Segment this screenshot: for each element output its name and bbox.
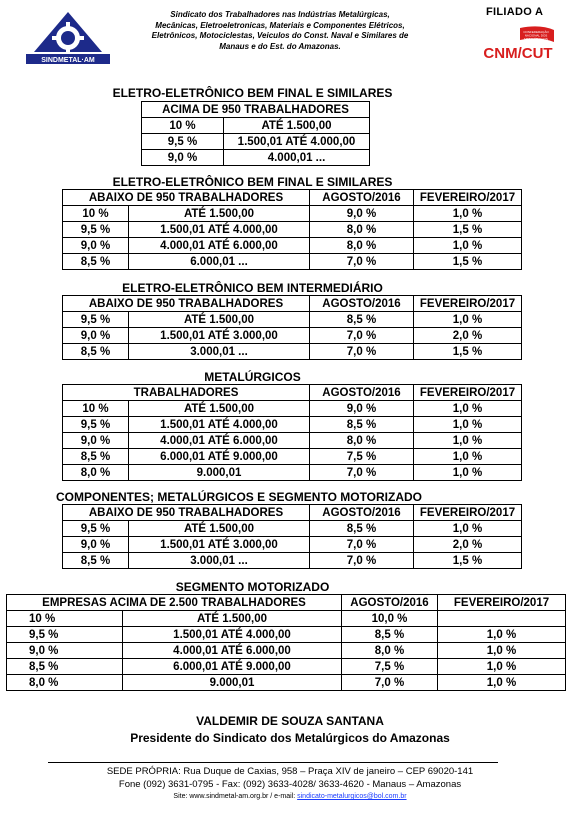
rate-cell: 9,0 % [63,537,129,553]
section-title: COMPONENTES; METALÚRGICOS E SEGMENTO MOTORIZADO [56,490,423,504]
aug-cell: 8,5 % [310,521,414,537]
range-cell: ATÉ 1.500,00 [123,611,342,627]
rate-cell: 8,5 % [63,553,129,569]
rate-cell: 9,0 % [63,433,129,449]
aug-cell: 7,0 % [310,328,414,344]
table-header: ACIMA DE 950 TRABALHADORES [142,102,370,118]
feb-cell: 2,0 % [414,537,522,553]
cnm-sub-line: METALÚRGICOS [524,37,548,41]
rate-cell: 8,5 % [63,254,129,270]
rate-cell: 9,5 % [63,222,129,238]
aug-cell: 7,5 % [310,449,414,465]
rate-cell: 9,5 % [63,417,129,433]
signatory-role: Presidente do Sindicato dos Metalúrgicos do Amazonas [130,731,450,745]
table-header: ABAIXO DE 950 TRABALHADORES [63,296,310,312]
table-row [63,222,522,238]
feb-cell: 1,5 % [414,254,522,270]
table-row [63,238,522,254]
section-title: ELETRO-ELETRÔNICO BEM FINAL E SIMILARES [112,175,393,189]
aug-cell: 7,0 % [310,465,414,481]
range-cell: 6.000,01 ... [129,254,310,270]
range-cell: 6.000,01 ATÉ 9.000,00 [123,659,342,675]
cnm-sub-line: NACIONAL DOS [524,33,548,38]
range-cell: ATÉ 1.500,00 [129,312,310,328]
union-line: Sindicato dos Trabalhadores nas Indústrias Metalúrgicas, [170,10,390,19]
union-name [130,10,430,52]
table-row [63,433,522,449]
table-header: ABAIXO DE 950 TRABALHADORES [63,190,310,206]
table-row [63,312,522,328]
aug-cell: 8,0 % [310,222,414,238]
rate-cell: 9,5 % [63,521,129,537]
range-cell: 4.000,01 ... [224,150,370,166]
aug-cell: 7,0 % [310,254,414,270]
union-line: Mecânicas, Eletroeletronicas, Materiais e Componentes Elétricos, [155,20,405,30]
table-row [63,449,522,465]
footer-divider [48,762,498,763]
rate-cell: 8,5 % [63,449,129,465]
table-header: FEVEREIRO/2017 [414,296,522,312]
rate-cell: 10 % [7,611,123,627]
table-header: ABAIXO DE 950 TRABALHADORES [63,505,310,521]
table-header: AGOSTO/2016 [310,385,414,401]
range-cell: 1.500,01 ATÉ 4.000,00 [129,222,310,238]
footer-site: Site: www.sindmetal-am.org.br / e-mail: [173,793,298,800]
table-row [7,643,566,659]
table-header: AGOSTO/2016 [310,505,414,521]
range-cell: 1.500,01 ATÉ 4.000,00 [224,134,370,150]
table-row [63,521,522,537]
feb-cell: 1,0 % [414,449,522,465]
feb-cell: 1,0 % [414,417,522,433]
range-cell: 9.000,01 [129,465,310,481]
range-cell: ATÉ 1.500,00 [129,206,310,222]
range-cell: 9.000,01 [123,675,342,691]
range-cell: ATÉ 1.500,00 [224,118,370,134]
range-cell: 1.500,01 ATÉ 3.000,00 [129,537,310,553]
table-row [63,537,522,553]
table-header: FEVEREIRO/2017 [438,595,566,611]
rate-table-above-950 [141,101,370,166]
feb-cell: 1,0 % [414,521,522,537]
range-cell: ATÉ 1.500,00 [129,401,310,417]
table-header: EMPRESAS ACIMA DE 2.500 TRABALHADORES [7,595,342,611]
range-cell: ATÉ 1.500,00 [129,521,310,537]
rate-table-intermediate [62,295,522,360]
feb-cell: 1,0 % [414,206,522,222]
feb-cell: 1,0 % [438,627,566,643]
table-row [142,150,370,166]
aug-cell: 7,0 % [310,537,414,553]
feb-cell: 1,5 % [414,553,522,569]
table-row [63,465,522,481]
cnm-cut-logo-icon [480,24,558,64]
rate-cell: 9,5 % [142,134,224,150]
aug-cell: 8,5 % [342,627,438,643]
section-title: SEGMENTO MOTORIZADO [175,580,330,594]
table-row [63,553,522,569]
rate-table-metalurgicos [62,384,522,481]
rate-cell: 9,0 % [63,328,129,344]
feb-cell [438,611,566,627]
section-title: ELETRO-ELETRÔNICO BEM FINAL E SIMILARES [112,86,393,100]
feb-cell: 1,0 % [414,312,522,328]
rate-cell: 9,5 % [7,627,123,643]
footer-contact [0,793,580,800]
cnm-sub-line: CONFEDERAÇÃO [523,30,549,34]
union-line: Eletrônicos, Motociclestas, Veiculos do Const. Naval e Similares de [151,31,409,40]
aug-cell: 8,0 % [342,643,438,659]
table-row [142,134,370,150]
rate-table-below-950-final [62,189,522,270]
footer-phones: Fone (092) 3631-0795 - Fax: (092) 3633-4028/ 3633-4620 - Manaus – Amazonas [118,779,462,790]
affiliation-logo [480,6,560,66]
aug-cell: 8,5 % [310,312,414,328]
rate-cell: 10 % [63,206,129,222]
table-row [63,328,522,344]
range-cell: 3.000,01 ... [129,553,310,569]
table-row [63,344,522,360]
feb-cell: 1,5 % [414,222,522,238]
logo-banner-text: SINDMETAL·AM [41,57,95,64]
rate-cell: 8,5 % [7,659,123,675]
section-title: METALÚRGICOS [204,370,301,384]
range-cell: 4.000,01 ATÉ 6.000,00 [123,643,342,659]
rate-cell: 8,0 % [63,465,129,481]
rate-cell: 9,0 % [63,238,129,254]
feb-cell: 1,0 % [414,238,522,254]
feb-cell: 1,0 % [414,401,522,417]
aug-cell: 8,5 % [310,417,414,433]
aug-cell: 7,0 % [310,344,414,360]
range-cell: 1.500,01 ATÉ 4.000,00 [123,627,342,643]
feb-cell: 1,0 % [414,465,522,481]
signatory-name: VALDEMIR DE SOUZA SANTANA [196,714,384,728]
aug-cell: 7,0 % [310,553,414,569]
aug-cell: 7,0 % [342,675,438,691]
table-header: AGOSTO/2016 [342,595,438,611]
range-cell: 6.000,01 ATÉ 9.000,00 [129,449,310,465]
table-row [7,627,566,643]
range-cell: 1.500,01 ATÉ 3.000,00 [129,328,310,344]
aug-cell: 9,0 % [310,206,414,222]
section-title: ELETRO-ELETRÔNICO BEM INTERMEDIÁRIO [122,281,383,295]
table-header: AGOSTO/2016 [310,190,414,206]
table-row [7,675,566,691]
aug-cell: 9,0 % [310,401,414,417]
aug-cell: 10,0 % [342,611,438,627]
table-header: AGOSTO/2016 [310,296,414,312]
table-row [63,417,522,433]
union-line: Manaus e do Est. do Amazonas. [219,41,341,51]
aug-cell: 7,5 % [342,659,438,675]
rate-cell: 8,5 % [63,344,129,360]
rate-cell: 10 % [63,401,129,417]
cnm-cut-text: CNM/CUT [483,45,553,62]
affiliation-label: FILIADO A [486,6,544,18]
feb-cell: 1,0 % [438,643,566,659]
table-header: FEVEREIRO/2017 [414,190,522,206]
table-row [63,206,522,222]
email-link[interactable]: sindicato-metalurgicos@bol.com.br [297,793,407,800]
rate-table-motorizado [6,594,566,691]
range-cell: 1.500,01 ATÉ 4.000,00 [129,417,310,433]
rate-table-componentes [62,504,522,569]
feb-cell: 1,0 % [438,659,566,675]
table-header: FEVEREIRO/2017 [414,385,522,401]
range-cell: 3.000,01 ... [129,344,310,360]
rate-cell: 9,0 % [142,150,224,166]
range-cell: 4.000,01 ATÉ 6.000,00 [129,238,310,254]
feb-cell: 1,0 % [414,433,522,449]
rate-cell: 10 % [142,118,224,134]
range-cell: 4.000,01 ATÉ 6.000,00 [129,433,310,449]
table-header: FEVEREIRO/2017 [414,505,522,521]
union-logo-icon [24,8,112,66]
table-header: TRABALHADORES [63,385,310,401]
table-row [7,611,566,627]
table-row [63,254,522,270]
rate-cell: 9,0 % [7,643,123,659]
feb-cell: 1,0 % [438,675,566,691]
letterhead [20,6,560,70]
feb-cell: 1,5 % [414,344,522,360]
table-row [63,401,522,417]
rate-cell: 8,0 % [7,675,123,691]
rate-cell: 9,5 % [63,312,129,328]
aug-cell: 8,0 % [310,433,414,449]
feb-cell: 2,0 % [414,328,522,344]
footer-address: SEDE PRÓPRIA: Rua Duque de Caxias, 958 – Praça XIV de janeiro – CEP 69020-141 [106,766,474,777]
table-row [142,118,370,134]
aug-cell: 8,0 % [310,238,414,254]
table-row [7,659,566,675]
